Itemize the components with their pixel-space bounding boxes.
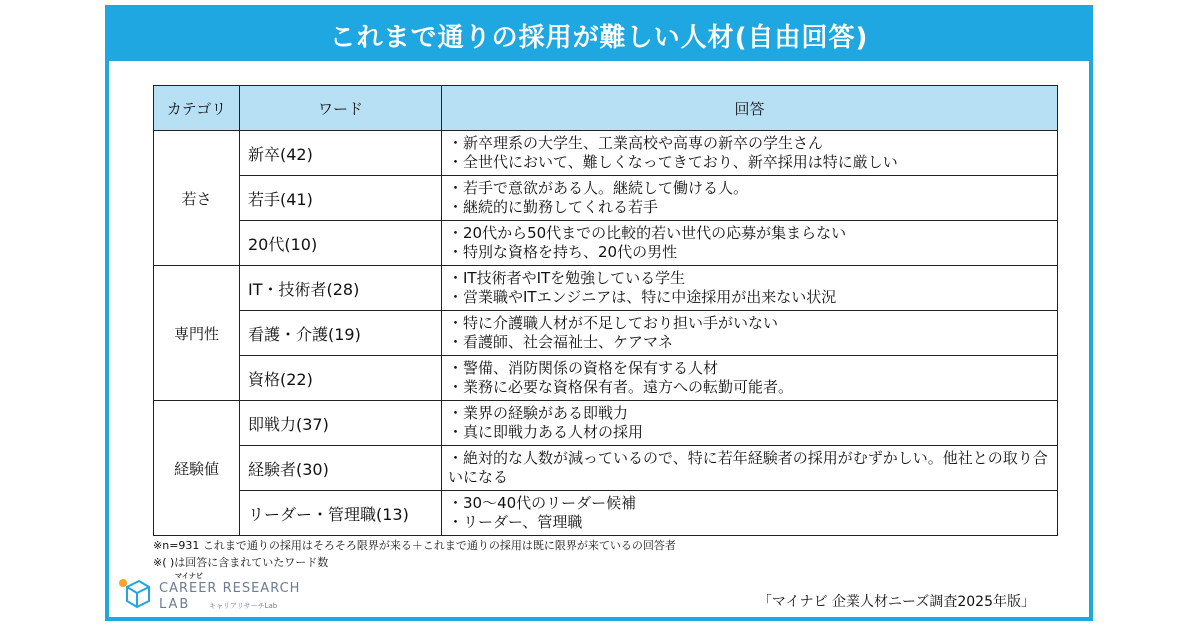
word-cell: 即戦力(37) [240,401,442,446]
footnote-count: ※( )は回答に含まれていたワード数 [153,556,329,569]
table-body [154,131,1058,536]
table-header-row [154,86,1058,131]
report-frame [105,5,1093,621]
answer-cell [442,266,1058,311]
answer-line: ・警備、消防関係の資格を保有する人材 [448,359,719,377]
source-citation: 「マイナビ 企業人材ニーズ調査2025年版」 [757,594,1035,610]
table-row [154,401,1058,446]
table-row [154,221,1058,266]
table-row [154,266,1058,311]
answer-line: ・絶対的な人数が減っているので、特に若年経験者の採用がむずかしい。他社との取り合いになる [448,449,1048,486]
footnotes [153,537,676,571]
answer-line: ・20代から50代までの比較的若い世代の応募が集まらない [448,224,847,242]
answer-cell [442,131,1058,176]
logo-main-text: CAREER RESEARCH [159,581,301,596]
header-answer: 回答 [442,86,1058,131]
table-row [154,446,1058,491]
table-row [154,131,1058,176]
table-row [154,176,1058,221]
answer-line: ・特別な資格を持ち、20代の男性 [448,243,678,261]
word-cell: 若手(41) [240,176,442,221]
answer-line: ・リーダー、管理職 [448,513,583,531]
answer-line: ・継続的に勤務してくれる若手 [448,198,659,216]
answer-line: ・営業職やITエンジニアは、特に中途採用が出来ない状況 [448,288,837,306]
category-cell: 専門性 [154,266,240,401]
header-category: カテゴリ [154,86,240,131]
word-cell: リーダー・管理職(13) [240,491,442,536]
answer-line: ・30～40代のリーダー候補 [448,494,637,512]
word-cell: 資格(22) [240,356,442,401]
answer-cell [442,356,1058,401]
answer-cell [442,491,1058,536]
career-research-lab-logo [117,571,317,615]
cube-logo-icon [117,575,151,609]
answer-line: ・真に即戦力ある人材の採用 [448,423,644,441]
answer-line: ・特に介護職人材が不足しており担い手がいない [448,314,779,332]
answer-line: ・看護師、社会福祉士、ケアマネ [448,333,674,351]
answer-line: ・若手で意欲がある人。継続して働ける人。 [448,179,749,197]
table-row [154,311,1058,356]
answer-line: ・IT技術者やITを勉強している学生 [448,269,686,287]
word-cell: IT・技術者(28) [240,266,442,311]
logo-mynavi-text: マイナビ [175,572,203,580]
answer-cell [442,176,1058,221]
word-cell: 看護・介護(19) [240,311,442,356]
logo-sub-text: キャリアリサーチLab [209,602,278,610]
logo-lab-text: LAB [159,597,191,612]
answer-cell [442,311,1058,356]
category-cell: 経験値 [154,401,240,536]
table-row [154,356,1058,401]
answer-cell [442,401,1058,446]
answer-cell [442,446,1058,491]
category-cell: 若さ [154,131,240,266]
table-row [154,491,1058,536]
word-cell: 新卒(42) [240,131,442,176]
footnote-sample: ※n=931 これまで通りの採用はそろそろ限界が来る＋これまで通りの採用は既に限界が来ているの回答者 [153,539,676,552]
answer-line: ・新卒理系の大学生、工業高校や高専の新卒の学生さん [448,134,824,152]
answer-line: ・業務に必要な資格保有者。遠方への転勤可能者。 [448,378,794,396]
header-word: ワード [240,86,442,131]
answer-line: ・全世代において、難しくなってきており、新卒採用は特に厳しい [448,153,898,171]
word-cell: 20代(10) [240,221,442,266]
report-title: これまで通りの採用が難しい人材(自由回答) [109,9,1089,61]
answer-line: ・業界の経験がある即戦力 [448,404,629,422]
survey-table [153,85,1058,536]
word-cell: 経験者(30) [240,446,442,491]
answer-cell [442,221,1058,266]
